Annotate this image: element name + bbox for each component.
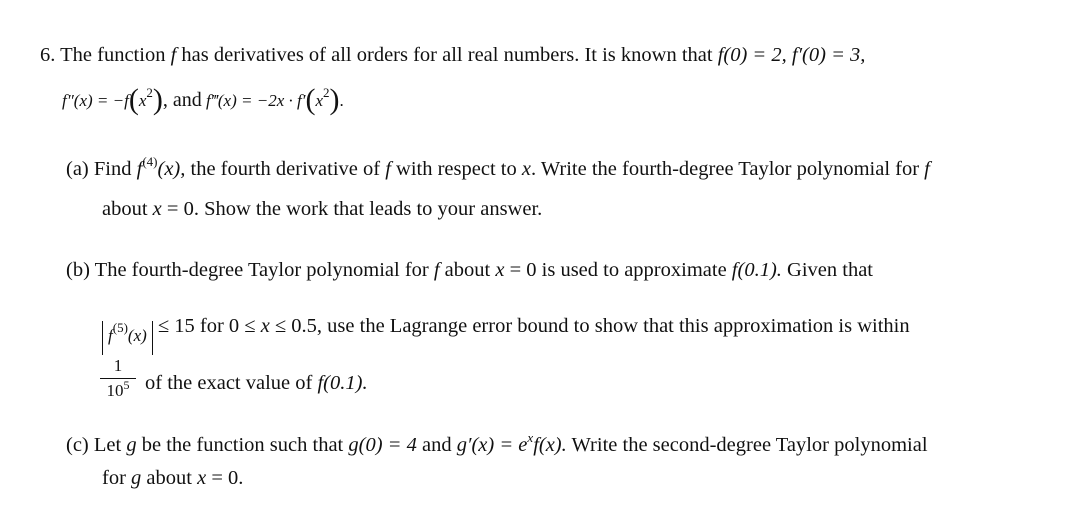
fact-fprime-at-0: f′(0) = 3, [791, 44, 866, 66]
problem-number: 6. [40, 44, 56, 66]
part-b-line-1: (b) The fourth-degree Taylor polynomial for f about x = 0 is used to approximate f(0.1). Given that [66, 259, 873, 281]
part-c-label: (c) [66, 434, 89, 456]
equation-third-derivative: f‴(x) = −2x · f′ [206, 91, 306, 110]
fact-f-at-0: f(0) = 2, [717, 44, 787, 66]
part-c-line-1: (c) Let g be the function such that g(0) = 4 and $g'(x) = e^xf(x)$. Write the second-degree Taylor polynomial [66, 430, 928, 456]
part-b-label: (b) [66, 259, 90, 281]
part-b-line-3: of the exact value of f(0.1). [145, 372, 368, 394]
part-a-line-2: about x = 0. Show the work that leads to your answer. [102, 198, 543, 220]
part-a-label: (a) [66, 158, 89, 180]
part-a-line-1: (a) Find $f^{(4)}(x)$, the fourth derivative of f with respect to x. Write the fourth-degree Taylor polynomial for f [66, 154, 930, 180]
part-b-line-2: $f^{(5)}(x) \le 15$ for 0 ≤ x ≤ 0.5, use the Lagrange error bound to show that this approximation is within [102, 312, 910, 355]
absolute-value-fifth-derivative: $f^{(5)}(x)$ [102, 321, 153, 355]
equation-gprime: g′(x) = e [456, 434, 528, 456]
fraction-one-over-ten-to-fifth: 1 $10^5$ [100, 356, 136, 401]
equation-second-derivative: f″(x) = −f [62, 91, 129, 110]
problem-statement-line-2: $f''(x) = -f(x^2)$, and f‴(x) = $-2x \cdot f'(x^2)$. [62, 83, 344, 116]
part-c-line-2: for g about x = 0. [102, 467, 244, 489]
fact-g-at-0: g(0) = 4 [348, 434, 417, 456]
problem-statement-line-1: 6. The function f has derivatives of all orders for all real numbers. It is known that f(0) = 2, f′(0) = 3, [40, 44, 866, 66]
